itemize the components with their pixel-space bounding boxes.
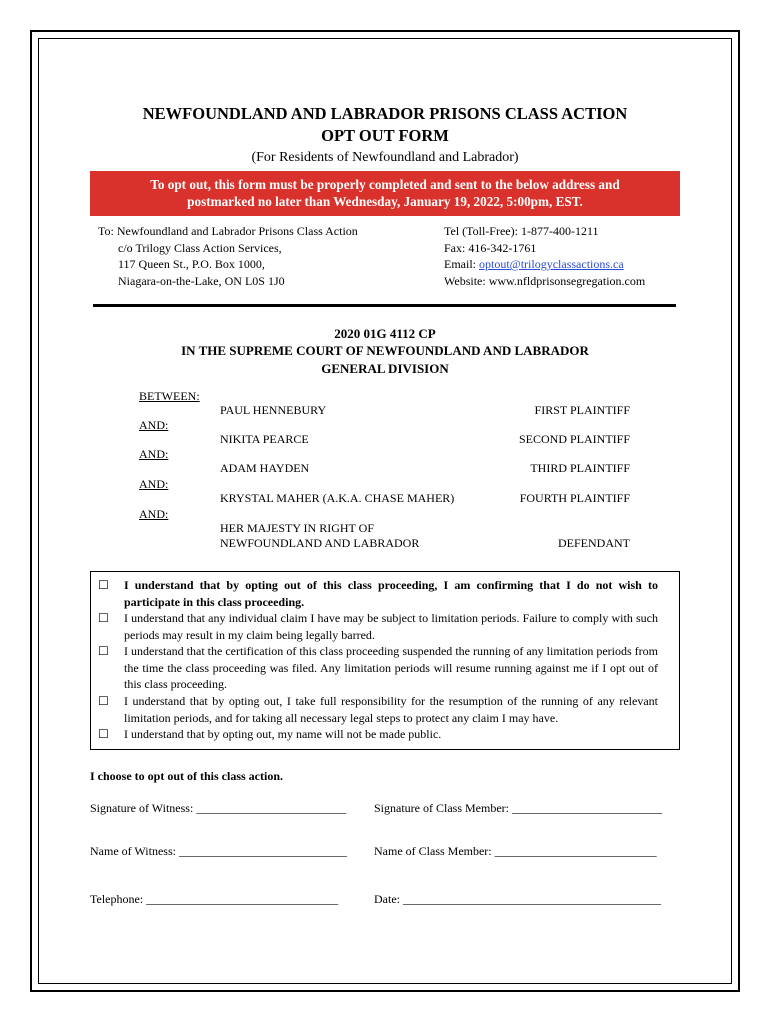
and-label: AND:	[139, 418, 169, 432]
acknowledgement-text: I understand that any individual claim I have may be subject to limitation periods. Failure to comply with such periods may result in my claim being legally barred.	[124, 611, 658, 642]
court-file-number: 2020 01G 4112 CP	[334, 326, 436, 341]
address-line: To: Newfoundland and Labrador Prisons Class Action	[98, 224, 358, 238]
email-row	[444, 256, 645, 273]
website: Website: www.nfldprisonsegregation.com	[444, 273, 646, 288]
court-name: IN THE SUPREME COURT OF NEWFOUNDLAND AND LABRADOR	[181, 343, 589, 358]
acknowledgement-text: I understand that by opting out, my name will not be made public.	[124, 727, 442, 741]
mailing-address	[98, 223, 358, 289]
form-title-line1: NEWFOUNDLAND AND LABRADOR PRISONS CLASS ACTION	[142, 104, 628, 123]
fax-number: Fax: 416-342-1761	[444, 240, 537, 255]
email-label: Email:	[444, 257, 479, 271]
defendant-name-line2: NEWFOUNDLAND AND LABRADOR	[220, 536, 420, 550]
acknowledgement-text: I understand that by opting out, I take full responsibility for the resumption of the running of any relevant limitation periods, and for taking all necessary legal steps to protect any claim I may have.	[124, 694, 658, 725]
deadline-line2: postmarked no later than Wednesday, January 19, 2022, 5:00pm, EST.	[187, 194, 583, 209]
form-title-line2: OPT OUT FORM	[321, 126, 449, 145]
checkbox[interactable]: ☐	[98, 611, 109, 625]
and-label: AND:	[139, 447, 169, 461]
date-field[interactable]: Date: ___________________________________________	[374, 892, 661, 906]
party-role: SECOND PLAINTIFF	[518, 432, 630, 446]
checkbox[interactable]: ☐	[98, 694, 109, 708]
email-link[interactable]: optout@trilogyclassactions.ca	[479, 257, 624, 271]
party-name: KRYSTAL MAHER (A.K.A. CHASE MAHER)	[220, 491, 455, 505]
between-label: BETWEEN:	[139, 389, 200, 403]
acknowledgement-text: I understand that by opting out of this class proceeding, I am confirming that I do not wish to participate in this class proceeding.	[124, 578, 658, 609]
defendant-role: DEFENDANT	[558, 536, 630, 550]
court-division: GENERAL DIVISION	[321, 361, 449, 376]
and-label: AND:	[139, 507, 169, 521]
witness-name-field[interactable]: Name of Witness: ____________________________	[90, 844, 347, 858]
form-subtitle: (For Residents of Newfoundland and Labrador)	[251, 150, 519, 165]
address-line: 117 Queen St., P.O. Box 1000,	[118, 257, 265, 271]
opt-out-statement: I choose to opt out of this class action.	[90, 769, 284, 783]
party-role: THIRD PLAINTIFF	[530, 461, 630, 475]
party-name: PAUL HENNEBURY	[220, 403, 327, 417]
checkbox[interactable]: ☐	[98, 644, 109, 658]
checkbox[interactable]: ☐	[98, 727, 109, 741]
phone-number: Tel (Toll-Free): 1-877-400-1211	[444, 224, 599, 238]
party-name: ADAM HAYDEN	[220, 461, 310, 475]
address-line: c/o Trilogy Class Action Services,	[118, 240, 282, 255]
telephone-field[interactable]: Telephone: ________________________________	[90, 892, 339, 906]
member-signature-field[interactable]: Signature of Class Member: _________________________	[374, 801, 662, 815]
witness-signature-field[interactable]: Signature of Witness: _________________________	[90, 801, 347, 815]
deadline-line1: To opt out, this form must be properly completed and sent to the below address and	[150, 177, 620, 192]
section-divider	[93, 304, 676, 307]
contact-info	[444, 223, 645, 289]
address-line: Niagara-on-the-Lake, ON L0S 1J0	[118, 273, 285, 288]
defendant-name-line1: HER MAJESTY IN RIGHT OF	[220, 521, 375, 535]
member-name-field[interactable]: Name of Class Member: ___________________________	[374, 844, 657, 858]
checkbox[interactable]: ☐	[98, 578, 109, 592]
acknowledgement-text: I understand that the certification of this class proceeding suspended the running of any limitation periods from the time the class proceeding was filed. Any limitation periods will resume running against me if I opt out of this class proceeding.	[124, 644, 658, 691]
party-role: FIRST PLAINTIFF	[534, 403, 630, 417]
deadline-banner	[90, 171, 680, 216]
party-role: FOURTH PLAINTIFF	[519, 491, 630, 505]
and-label: AND:	[139, 477, 169, 491]
party-name: NIKITA PEARCE	[220, 432, 309, 446]
